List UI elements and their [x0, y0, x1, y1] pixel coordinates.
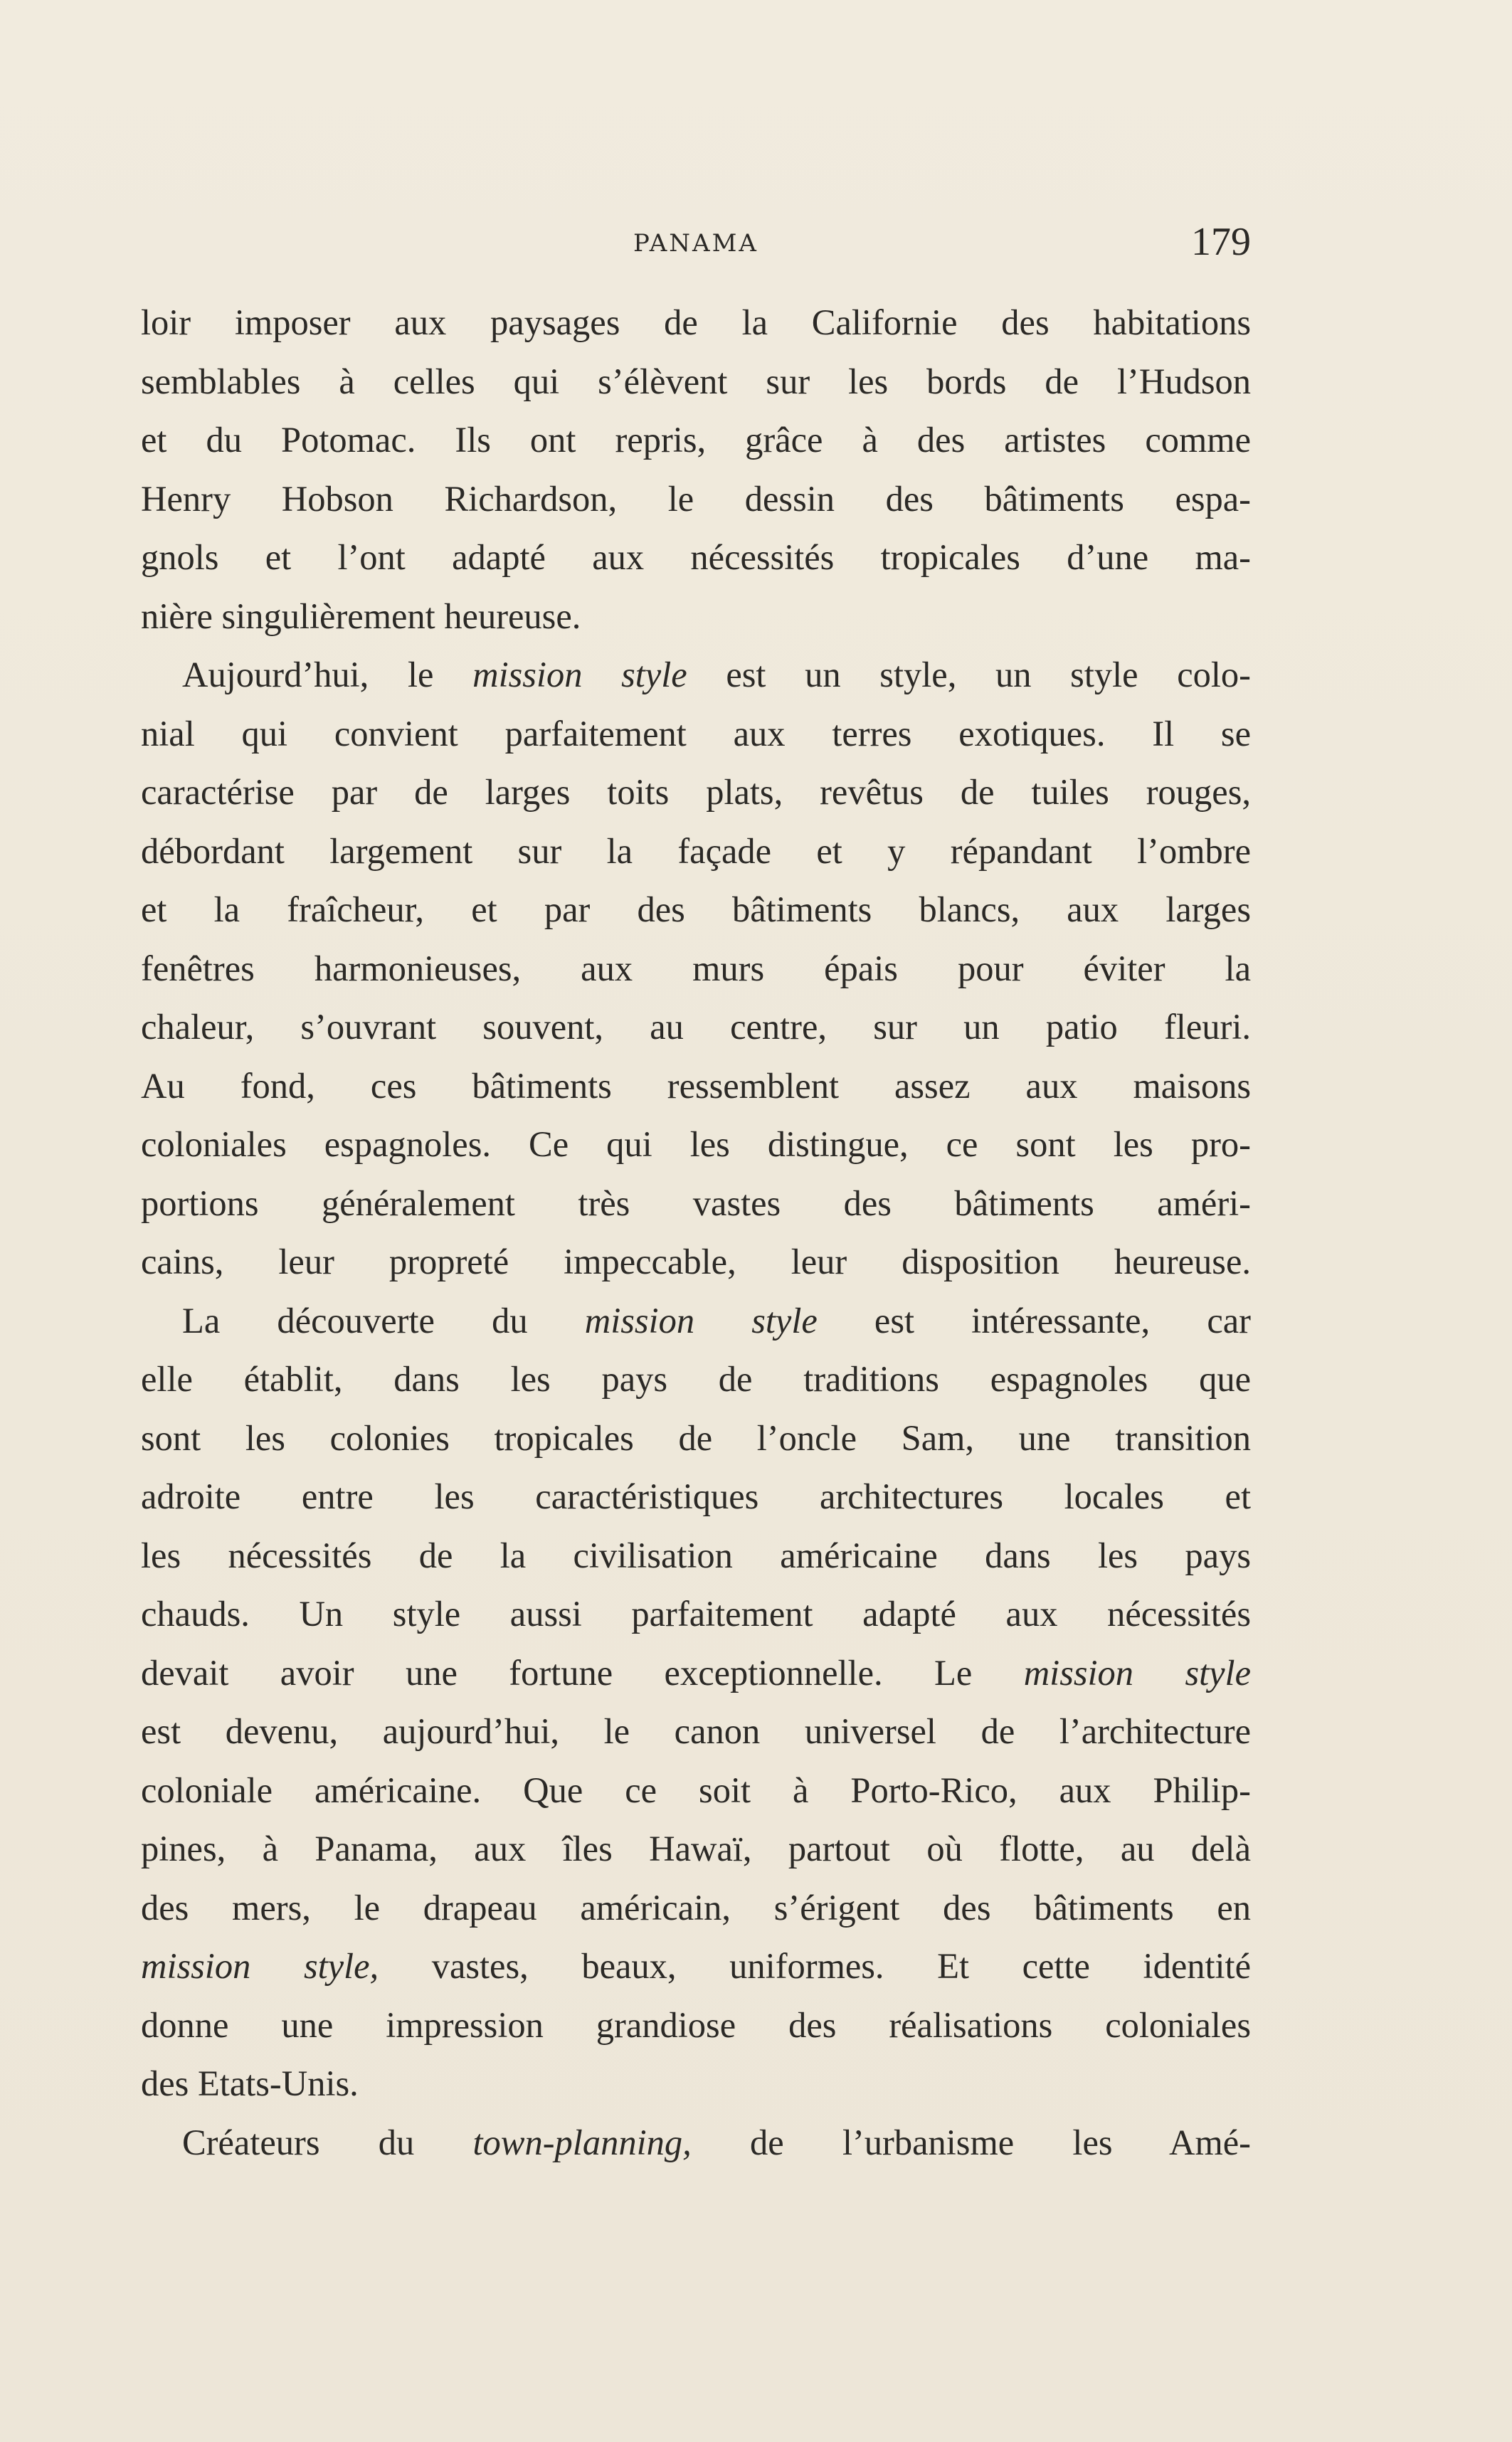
text-line	[141, 2113, 1251, 2172]
text-run: est un style, un style colo-	[687, 655, 1251, 694]
body-text	[141, 293, 1251, 2172]
text-line: Au fond, ces bâtiments ressemblent assez aux maisons	[141, 1065, 1251, 1106]
text-run: Créateurs du	[182, 2122, 473, 2162]
text-line: et la fraîcheur, et par des bâtiments blancs, aux larges	[141, 889, 1251, 929]
text-line: loir imposer aux paysages de la Californie des habitations	[141, 302, 1251, 342]
text-line: pines, à Panama, aux îles Hawaï, partout où flotte, au delà	[141, 1829, 1251, 1868]
text-line: caractérise par de larges toits plats, revêtus de tuiles rouges,	[141, 772, 1251, 812]
italic-term: mission style	[1023, 1652, 1251, 1693]
page-header	[141, 213, 1251, 278]
text-line	[141, 1291, 1251, 1350]
text-line: portions généralement très vastes des bâtiments améri-	[141, 1183, 1251, 1223]
text-line: fenêtres harmonieuses, aux murs épais pour éviter la	[141, 948, 1251, 988]
text-line: gnols et l’ont adapté aux nécessités tropicales d’une ma-	[141, 537, 1251, 577]
text-line: nière singulièrement heureuse.	[141, 596, 581, 636]
text-line: des Etats-Unis.	[141, 2063, 359, 2103]
text-line: Henry Hobson Richardson, le dessin des bâtiments espa-	[141, 478, 1251, 519]
text-run: est intéressante, car	[817, 1300, 1251, 1341]
text-line: elle établit, dans les pays de traditions espagnoles que	[141, 1359, 1251, 1399]
text-run: de l’urbanisme les Amé-	[691, 2122, 1251, 2162]
italic-term: mission style,	[141, 1946, 379, 1986]
text-line	[141, 1937, 1251, 1996]
text-line: cains, leur propreté impeccable, leur disposition heureuse.	[141, 1242, 1251, 1281]
italic-term: mission style	[472, 655, 687, 694]
text-line: chaleur, s’ouvrant souvent, au centre, sur un patio fleuri.	[141, 1007, 1251, 1047]
text-line: donne une impression grandiose des réalisations coloniales	[141, 2004, 1251, 2045]
running-head: PANAMA	[633, 229, 758, 258]
text-line: nial qui convient parfaitement aux terres exotiques. Il se	[141, 713, 1251, 754]
text-line: coloniale américaine. Que ce soit à Porto-Rico, aux Philip-	[141, 1770, 1251, 1810]
text-line: et du Potomac. Ils ont repris, grâce à des artistes comme	[141, 420, 1251, 460]
page-number: 179	[1191, 220, 1251, 264]
text-line: des mers, le drapeau américain, s’érigent des bâtiments en	[141, 1887, 1251, 1928]
text-line: est devenu, aujourd’hui, le canon universel de l’architecture	[141, 1711, 1251, 1751]
text-run: La découverte du	[182, 1300, 585, 1341]
italic-term: town-planning,	[472, 2122, 692, 2162]
text-line	[141, 645, 1251, 704]
text-line: coloniales espagnoles. Ce qui les distingue, ce sont les pro-	[141, 1124, 1251, 1164]
text-line: les nécessités de la civilisation américaine dans les pays	[141, 1535, 1251, 1575]
italic-term: mission style	[584, 1300, 818, 1341]
text-line: débordant largement sur la façade et y répandant l’ombre	[141, 830, 1251, 871]
text-run: vastes, beaux, uniformes. Et cette identité	[379, 1946, 1251, 1986]
text-run: devait avoir une fortune exceptionnelle. Le	[141, 1652, 1024, 1693]
text-line: sont les colonies tropicales de l’oncle Sam, une transition	[141, 1417, 1251, 1458]
text-run: Aujourd’hui, le	[182, 655, 473, 694]
text-line: semblables à celles qui s’élèvent sur les bords de l’Hudson	[141, 361, 1251, 401]
text-line	[141, 1644, 1251, 1703]
text-line: chauds. Un style aussi parfaitement adapté aux nécessités	[141, 1594, 1251, 1634]
text-line: adroite entre les caractéristiques architectures locales et	[141, 1476, 1251, 1516]
